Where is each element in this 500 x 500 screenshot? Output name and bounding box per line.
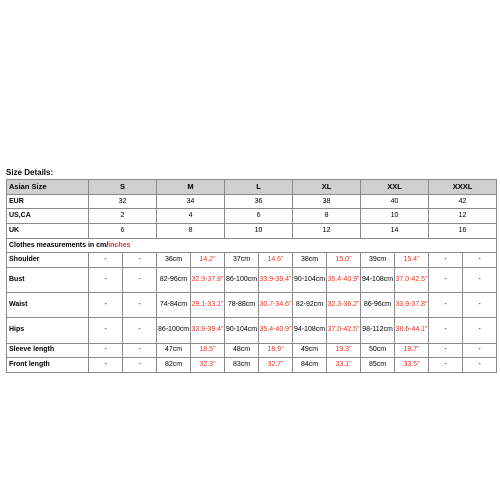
cell: - bbox=[123, 358, 157, 373]
cell: - bbox=[123, 318, 157, 343]
uk-row bbox=[7, 224, 497, 239]
cell: 37cm bbox=[225, 253, 259, 268]
front-length-row bbox=[7, 358, 497, 373]
cell: 94-108cm bbox=[361, 268, 395, 293]
size-details-title: Size Details: bbox=[6, 168, 54, 177]
cell: 50cm bbox=[361, 343, 395, 358]
cell: - bbox=[463, 318, 497, 343]
cell: 35.4-40.9" bbox=[259, 318, 293, 343]
cell: 36 bbox=[225, 194, 293, 209]
cell: 19.3" bbox=[327, 343, 361, 358]
cell: 29.1-33.1" bbox=[191, 293, 225, 318]
size-header-row bbox=[7, 180, 497, 195]
cell: 32.3-37.8" bbox=[191, 268, 225, 293]
cell: 90-104cm bbox=[293, 268, 327, 293]
cell: 6 bbox=[225, 209, 293, 224]
row-label: Waist bbox=[7, 293, 89, 318]
cell: 38cm bbox=[293, 253, 327, 268]
cell: 32.3-36.2" bbox=[327, 293, 361, 318]
cell: 33.9-39.4" bbox=[259, 268, 293, 293]
cell: 33.9-39.4" bbox=[191, 318, 225, 343]
cell: - bbox=[429, 343, 463, 358]
measurements-section-row bbox=[7, 238, 497, 253]
cell: 34 bbox=[157, 194, 225, 209]
cell: 16 bbox=[429, 224, 497, 239]
size-xl: XL bbox=[293, 180, 361, 195]
size-s: S bbox=[89, 180, 157, 195]
cell: 35.4-40.9" bbox=[327, 268, 361, 293]
cell: 4 bbox=[157, 209, 225, 224]
cell: 30.7-34.6" bbox=[259, 293, 293, 318]
row-label: Hips bbox=[7, 318, 89, 343]
cell: 85cm bbox=[361, 358, 395, 373]
cell: 15.0" bbox=[327, 253, 361, 268]
cell: - bbox=[123, 268, 157, 293]
cell: 39cm bbox=[361, 253, 395, 268]
cell: - bbox=[123, 343, 157, 358]
cell: - bbox=[429, 318, 463, 343]
cell: 32.3" bbox=[191, 358, 225, 373]
cell: 10 bbox=[361, 209, 429, 224]
cell: - bbox=[89, 268, 123, 293]
cell: 14.6" bbox=[259, 253, 293, 268]
cell: 37.0-42.5" bbox=[395, 268, 429, 293]
cell: 6 bbox=[89, 224, 157, 239]
cell: - bbox=[429, 253, 463, 268]
cell: 14.2" bbox=[191, 253, 225, 268]
sleeve-length-row bbox=[7, 343, 497, 358]
cell: 19.7" bbox=[395, 343, 429, 358]
cell: 15.4" bbox=[395, 253, 429, 268]
cell: 32.7" bbox=[259, 358, 293, 373]
cell: - bbox=[89, 293, 123, 318]
cell: 74-84cm bbox=[157, 293, 191, 318]
row-label: Sleeve length bbox=[7, 343, 89, 358]
size-m: M bbox=[157, 180, 225, 195]
cell: 33.5" bbox=[395, 358, 429, 373]
cell: - bbox=[429, 358, 463, 373]
size-xxl: XXL bbox=[361, 180, 429, 195]
cell: 8 bbox=[293, 209, 361, 224]
cell: 86-100cm bbox=[157, 318, 191, 343]
cell: - bbox=[429, 293, 463, 318]
size-l: L bbox=[225, 180, 293, 195]
row-label: UK bbox=[7, 224, 89, 239]
cell: 48cm bbox=[225, 343, 259, 358]
eur-row bbox=[7, 194, 497, 209]
cell: 8 bbox=[157, 224, 225, 239]
cell: 83cm bbox=[225, 358, 259, 373]
cell: - bbox=[463, 343, 497, 358]
row-label: EUR bbox=[7, 194, 89, 209]
cell: 18.5" bbox=[191, 343, 225, 358]
cell: 12 bbox=[429, 209, 497, 224]
cell: 49cm bbox=[293, 343, 327, 358]
waist-row bbox=[7, 293, 497, 318]
row-label: Front length bbox=[7, 358, 89, 373]
cell: 12 bbox=[293, 224, 361, 239]
hips-row bbox=[7, 318, 497, 343]
cell: 42 bbox=[429, 194, 497, 209]
cell: 40 bbox=[361, 194, 429, 209]
measurements-section-label bbox=[7, 238, 497, 253]
cell: 32 bbox=[89, 194, 157, 209]
cell: - bbox=[123, 253, 157, 268]
cell: 38 bbox=[293, 194, 361, 209]
row-label: Shoulder bbox=[7, 253, 89, 268]
section-prefix: Clothes measurements in cm/ bbox=[9, 241, 109, 249]
cell: 33.1" bbox=[327, 358, 361, 373]
shoulder-row bbox=[7, 253, 497, 268]
cell: 36cm bbox=[157, 253, 191, 268]
size-chart-table bbox=[6, 179, 497, 373]
cell: - bbox=[89, 318, 123, 343]
cell: - bbox=[463, 358, 497, 373]
cell: - bbox=[123, 293, 157, 318]
cell: - bbox=[89, 343, 123, 358]
cell: 90-104cm bbox=[225, 318, 259, 343]
cell: 94-108cm bbox=[293, 318, 327, 343]
cell: 2 bbox=[89, 209, 157, 224]
cell: - bbox=[89, 358, 123, 373]
cell: - bbox=[429, 268, 463, 293]
cell: - bbox=[463, 253, 497, 268]
cell: 84cm bbox=[293, 358, 327, 373]
cell: 14 bbox=[361, 224, 429, 239]
row-label: US,CA bbox=[7, 209, 89, 224]
cell: 38.6-44.1" bbox=[395, 318, 429, 343]
cell: 86-96cm bbox=[361, 293, 395, 318]
cell: 33.9-37.8" bbox=[395, 293, 429, 318]
cell: - bbox=[463, 268, 497, 293]
cell: 86-100cm bbox=[225, 268, 259, 293]
section-inches: inches bbox=[108, 241, 131, 249]
cell: - bbox=[463, 293, 497, 318]
cell: 37.0-42.5" bbox=[327, 318, 361, 343]
us-ca-row bbox=[7, 209, 497, 224]
cell: 98-112cm bbox=[361, 318, 395, 343]
cell: 82-92cm bbox=[293, 293, 327, 318]
row-label: Bust bbox=[7, 268, 89, 293]
cell: 82cm bbox=[157, 358, 191, 373]
cell: 78-88cm bbox=[225, 293, 259, 318]
asian-size-label: Asian Size bbox=[7, 180, 89, 195]
cell: 10 bbox=[225, 224, 293, 239]
cell: 82-96cm bbox=[157, 268, 191, 293]
bust-row bbox=[7, 268, 497, 293]
cell: - bbox=[89, 253, 123, 268]
cell: 47cm bbox=[157, 343, 191, 358]
size-xxxl: XXXL bbox=[429, 180, 497, 195]
cell: 18.9" bbox=[259, 343, 293, 358]
